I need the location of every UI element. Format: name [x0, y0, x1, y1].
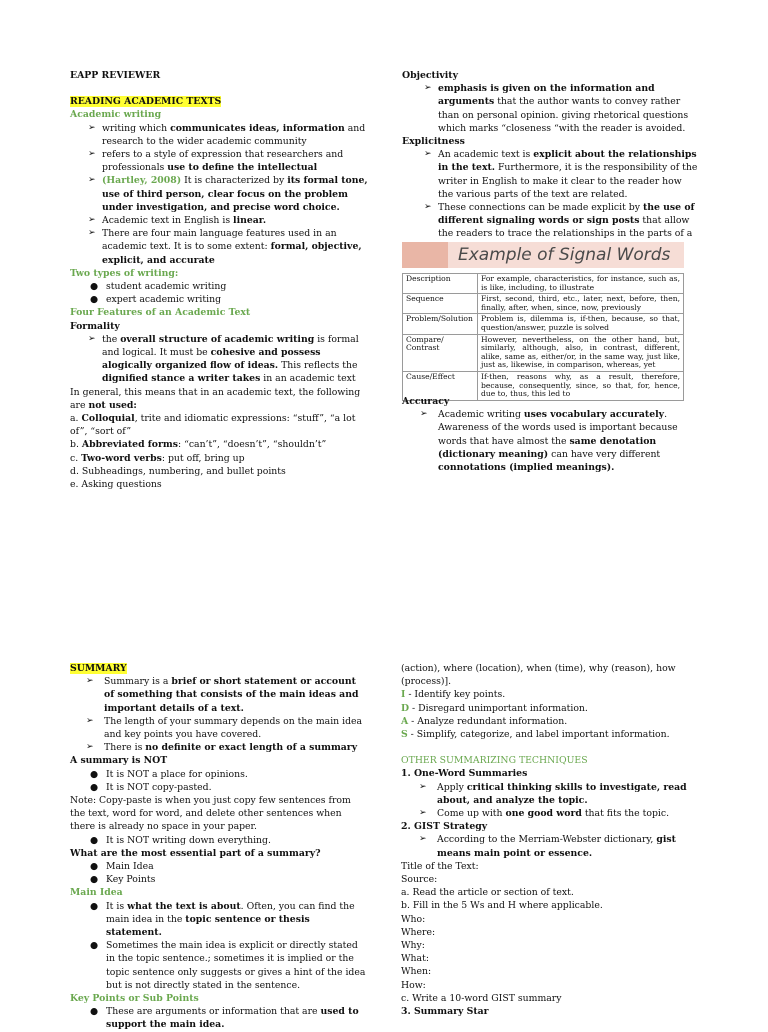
column-bottom-left: [70, 662, 366, 1032]
banner-accent: [402, 242, 448, 268]
heading-two-types: Two types of writing:: [70, 267, 179, 279]
paragraph-continued: (action), where (location), when (time), why (reason), how (process)].: [401, 663, 676, 688]
list-item: I - Identify key points.: [401, 689, 506, 701]
list-item: What:: [401, 953, 429, 965]
list-item: b. Abbreviated forms: “can’t”, “doesn’t”, “shouldn’t”: [70, 439, 327, 451]
list-item: ● It is NOT writing down everything.: [90, 834, 271, 846]
bullet-summary-2: ➢ The length of your summary depends on the main idea and key points you have covered.: [86, 715, 363, 741]
arrow-bullet-icon: ➢: [86, 676, 94, 687]
list-item: a. Read the article or section of text.: [401, 887, 574, 899]
column-top-left: [70, 69, 370, 491]
bullet-ows-2: ➢ Come up with one good word that fits the topic.: [419, 808, 670, 820]
list-item: Title of the Text:: [401, 860, 479, 872]
arrow-bullet-icon: ➢: [424, 149, 432, 160]
column-bottom-right: [401, 662, 697, 1018]
bullet-explicit-1: ➢ An academic text is explicit about the relationships in the text. Furthermore, it is the responsibility of the writer in English to make it clear to the reader how the various parts of the text are related.: [424, 149, 698, 200]
heading-key-points: Key Points or Sub Points: [70, 993, 199, 1005]
list-item: e. Asking questions: [70, 479, 162, 491]
bullet-summary-1: ➢ Summary is a brief or short statement or account of something that consists of the main ideas and important details of a text.: [86, 676, 359, 714]
list-item: ● expert academic writing: [90, 294, 222, 306]
heading-formality: Formality: [70, 320, 120, 332]
arrow-bullet-icon: ➢: [88, 215, 96, 226]
paragraph-general: In general, this means that in an academic text, the following are not used:: [70, 386, 361, 411]
heading-summary-not: A summary is NOT: [70, 755, 168, 767]
list-item: d. Subheadings, numbering, and bullet points: [70, 465, 286, 477]
arrow-bullet-icon: ➢: [88, 122, 96, 133]
list-item: How:: [401, 979, 426, 991]
bullet-formality: ➢ the overall structure of academic writing is formal and logical. It must be cohesive and possess alogically organized flow of ideas. This reflects the dignified stance a writer takes in an academic text: [88, 333, 359, 385]
arrow-bullet-icon: ➢: [420, 409, 428, 420]
heading-gist: 2. GIST Strategy: [401, 821, 488, 833]
page-title: EAPP REVIEWER: [70, 70, 161, 81]
list-item: ● It is NOT a place for opinions.: [90, 768, 248, 780]
bullet-gist: ➢ According to the Merriam-Webster dictionary, gist means main point or essence.: [419, 834, 676, 859]
heading-main-idea: Main Idea: [70, 887, 123, 899]
table-row: Sequence First, second, third, etc., later, next, before, then, finally, after, when, since, now, previously: [403, 294, 684, 314]
list-item: ● These are arguments or information that are used to support the main idea.: [90, 1006, 359, 1031]
arrow-bullet-icon: ➢: [88, 228, 96, 239]
signal-words-table: [402, 273, 684, 401]
list-item: Where:: [401, 926, 436, 938]
arrow-bullet-icon: ➢: [419, 834, 427, 845]
note-copy-paste: Note: Copy-paste is when you just copy few sentences from the text, word for word, and delete other sentences when there is already no space in your paper.: [70, 795, 351, 833]
heading-four-features: Four Features of an Academic Text: [70, 307, 251, 319]
arrow-bullet-icon: ➢: [86, 742, 94, 753]
arrow-bullet-icon: ➢: [86, 715, 94, 726]
bullet-aw-4: ➢ Academic text in English is linear.: [88, 215, 267, 227]
list-item: b. Fill in the 5 Ws and H where applicable.: [401, 900, 603, 912]
arrow-bullet-icon: ➢: [424, 202, 432, 213]
list-item: c. Two-word verbs: put off, bring up: [70, 452, 245, 464]
list-item: A - Analyze redundant information.: [401, 715, 568, 727]
bullet-aw-1: ➢ writing which communicates ideas, information and research to the wider academic community: [88, 122, 366, 147]
list-item: S - Simplify, categorize, and label important information.: [401, 729, 670, 741]
table-row: Description For example, characteristics, for instance, such as, is like, including, to illustrate: [403, 274, 684, 294]
bullet-objectivity: ➢ emphasis is given on the information and arguments that the author wants to convey rather than on personal opinion. giving rhetorical questions which marks “closeness “with the reader is avoided.: [424, 83, 689, 134]
heading-academic-writing: Academic writing: [70, 109, 162, 121]
bullet-ows-1: ➢ Apply critical thinking skills to investigate, read about, and analyze the topic.: [419, 781, 687, 806]
list-item: ● It is NOT copy-pasted.: [90, 781, 212, 793]
bullet-aw-2: ➢ refers to a style of expression that researchers and professionals use to define the intellectual: [88, 149, 344, 174]
bullet-aw-3: ➢ (Hartley, 2008) It is characterized by its formal tone, use of third person, clear focus on the problem under investigation, and precise word choice.: [88, 175, 368, 213]
heading-summary-star: 3. Summary Star: [401, 1006, 489, 1018]
list-item: Why:: [401, 940, 425, 952]
list-item: ● student academic writing: [90, 281, 227, 293]
heading-accuracy: Accuracy: [402, 396, 450, 407]
arrow-bullet-icon: ➢: [88, 175, 96, 186]
list-item: ● Sometimes the main idea is explicit or directly stated in the topic sentence.; sometimes it is implied or the topic sentence only suggests or gives a hint of the idea but is not directly stated in the sentence.: [90, 940, 366, 991]
heading-explicitness: Explicitness: [402, 136, 465, 148]
heading-essential: What are the most essential part of a summary?: [70, 847, 321, 859]
list-item: ● It is what the text is about. Often, you can find the main idea in the topic sentence or thesis statement.: [90, 900, 355, 939]
bullet-summary-3: ➢ There is no definite or exact length of a summary: [86, 742, 358, 754]
arrow-bullet-icon: ➢: [88, 333, 96, 344]
list-item: Source:: [401, 874, 438, 886]
bullet-aw-5: ➢ There are four main language features used in an academic text. It is to some extent: formal, objective, explicit, and accurate: [88, 228, 362, 266]
arrow-bullet-icon: ➢: [424, 83, 432, 94]
list-item: ● Main Idea: [90, 861, 154, 873]
accuracy-block: [402, 395, 698, 474]
list-item: a. Colloquial, trite and idiomatic expressions: “stuff”, “a lot of”, “sort of”: [70, 413, 356, 438]
list-item: c. Write a 10-word GIST summary: [401, 992, 562, 1004]
list-item: Who:: [401, 913, 426, 925]
bullet-accuracy: ➢ Academic writing uses vocabulary accurately. Awareness of the words used is important because words that have almost the same denotation (dictionary meaning) can have very different connotations (implied meanings).: [420, 409, 678, 474]
table-row: Problem/Solution Problem is, dilemma is, if-then, because, so that, question/answer, puzzle is solved: [403, 314, 684, 334]
table-row: Cause/Effect If-then, reasons why, as a result, therefore, because, consequently, since, so that, for, hence, due to, thus, this led to: [403, 371, 684, 400]
table-row: Compare/ Contrast However, nevertheless, on the other hand, but, similarly, although, also, in contrast, different, alike, same as, either/or, in the same way, just like, just as, likewise, in comparison, whereas, yet: [403, 334, 684, 371]
arrow-bullet-icon: ➢: [419, 781, 427, 792]
column-top-right: [402, 69, 698, 254]
heading-objectivity: Objectivity: [402, 70, 458, 81]
signal-words-title: Example of Signal Words: [458, 245, 671, 265]
heading-one-word: 1. One-Word Summaries: [401, 768, 528, 780]
arrow-bullet-icon: ➢: [419, 808, 427, 819]
arrow-bullet-icon: ➢: [88, 149, 96, 160]
signal-words-banner: [402, 242, 684, 268]
section-heading-reading: READING ACADEMIC TEXTS: [70, 96, 222, 108]
list-item: ● Key Points: [90, 874, 156, 886]
section-heading-summary: SUMMARY: [70, 663, 127, 674]
bullet-explicit-2: ➢ These connections can be made explicit by the use of different signaling words or sign posts that allow the readers to trace the relationships in the parts of a: [424, 202, 695, 240]
heading-other-techniques: OTHER SUMMARIZING TECHNIQUES: [401, 755, 588, 767]
list-item: D - Disregard unimportant information.: [401, 702, 588, 714]
list-item: When:: [401, 966, 432, 978]
